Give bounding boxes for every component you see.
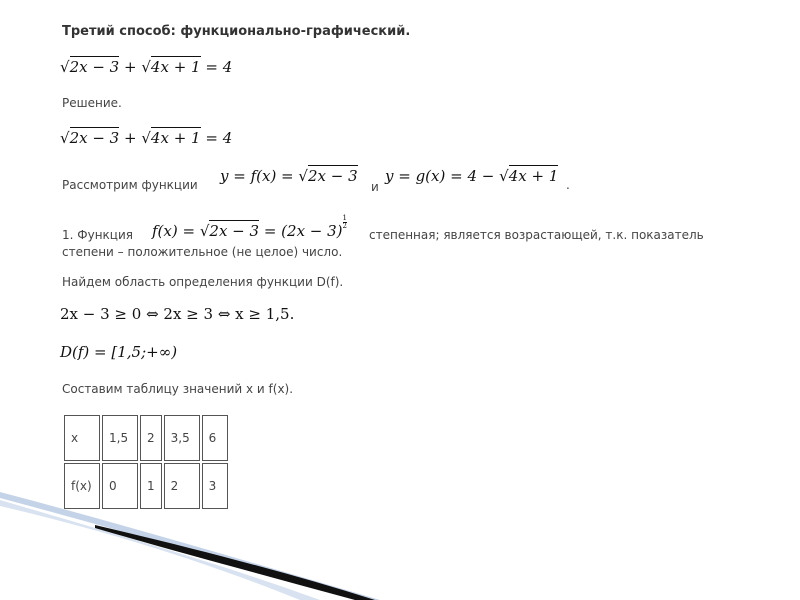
- item1-line1: степенная; является возрастающей, т.к. показатель: [369, 228, 704, 242]
- equation-rhs: = 4: [205, 58, 233, 76]
- table-cell: 2: [164, 463, 200, 509]
- table-cell: 2: [140, 415, 162, 461]
- table-cell: 1: [140, 463, 162, 509]
- table-cell: 0: [102, 463, 138, 509]
- table-cell: x: [64, 415, 100, 461]
- exponent-fraction: $\frac{1}{2}$: [342, 214, 348, 230]
- equation-repeat: √2x − 3 + √4x + 1 = 4: [60, 129, 233, 147]
- swoosh-light: [0, 492, 380, 600]
- f-power-form: f(x) = √2x − 3 = (2x − 3) $\frac{1}{2}$: [152, 214, 348, 240]
- and-word: и: [371, 180, 379, 194]
- item1-prefix: 1. Функция: [62, 228, 133, 242]
- g-definition: y = g(x) = 4 − √4x + 1: [385, 167, 559, 185]
- item1-line2: степени – положительное (не целое) число.: [62, 245, 343, 259]
- sqrt-term-2: 4x + 1: [150, 58, 201, 76]
- table-cell: 6: [202, 415, 228, 461]
- table-cell: 3,5: [164, 415, 200, 461]
- table-intro: Составим таблицу значений x и f(x).: [62, 382, 294, 396]
- period: .: [566, 178, 570, 192]
- swoosh-pale: [0, 500, 320, 600]
- consider-text: Рассмотрим функции: [62, 178, 198, 192]
- inequality: 2x − 3 ≥ 0 ⇔ 2x ≥ 3 ⇔ x ≥ 1,5.: [60, 305, 295, 323]
- table-row: [64, 415, 228, 461]
- table-cell: 1,5: [102, 415, 138, 461]
- solution-label: Решение.: [62, 96, 122, 110]
- table-cell: 3: [202, 463, 228, 509]
- equation: √2x − 3 + √4x + 1 = 4: [60, 58, 233, 76]
- domain-result: D(f) = [1,5;+∞): [60, 343, 178, 361]
- swoosh-dark: [95, 525, 375, 600]
- domain-text: Найдем область определения функции D(f).: [62, 275, 344, 289]
- table-cell: f(x): [64, 463, 100, 509]
- f-definition: y = f(x) = √2x − 3: [220, 167, 358, 185]
- sqrt-term-1: 2x − 3: [69, 58, 120, 76]
- page-title: Третий способ: функционально-графический.: [62, 24, 411, 39]
- decorative-swoosh: [0, 470, 800, 600]
